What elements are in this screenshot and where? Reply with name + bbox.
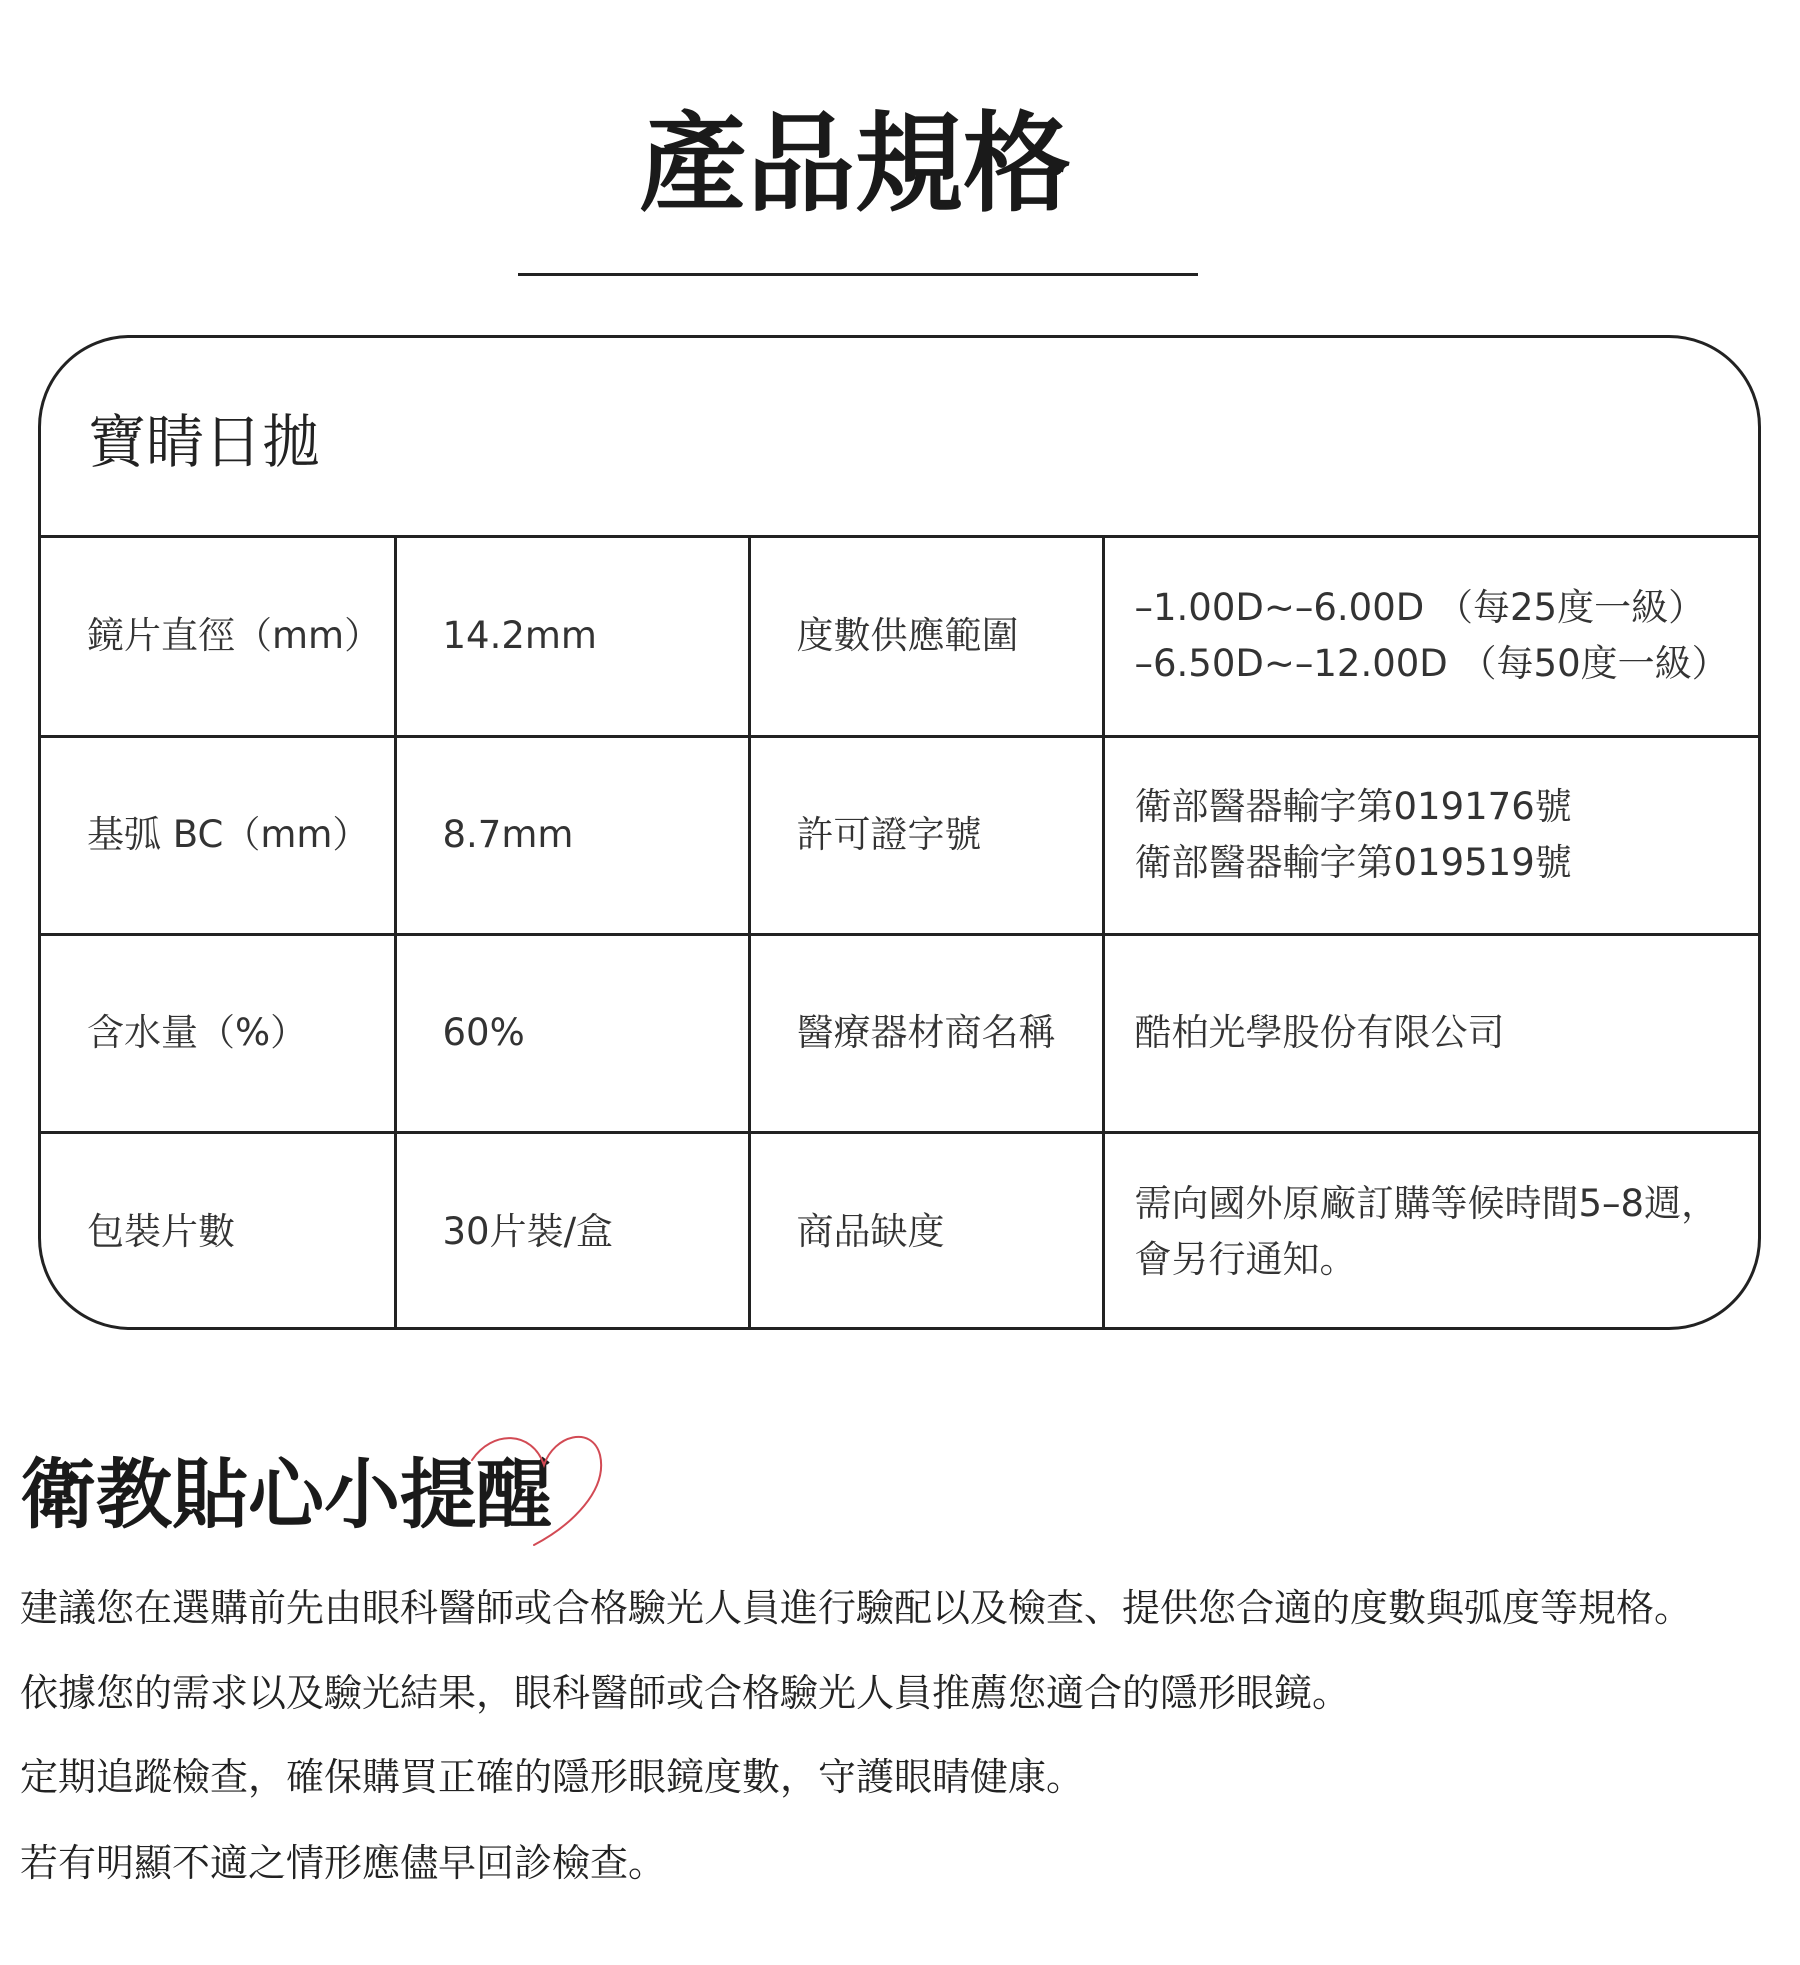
spec-value (1103, 538, 1758, 736)
page-title: 產品規格 (638, 102, 1071, 227)
spec-value: 60% (395, 934, 749, 1132)
spec-label: 包裝片數 (41, 1132, 395, 1330)
spec-label: 醫療器材商名稱 (749, 934, 1103, 1132)
spec-value-line: –6.50D~–12.00D （每50度一級） (1134, 642, 1729, 686)
spec-label: 鏡片直徑（mm） (41, 538, 395, 736)
spec-value: 30片裝/盒 (395, 1132, 749, 1330)
spec-card (38, 335, 1761, 1330)
spec-label: 許可證字號 (749, 736, 1103, 934)
spec-value (1103, 934, 1758, 1132)
spec-label-warning: 商品缺度 (749, 1132, 1103, 1330)
table-row (41, 538, 1758, 736)
tip-line: 定期追蹤檢查，確保購買正確的隱形眼鏡度數，守護眼睛健康。 (20, 1755, 1085, 1799)
spec-value-line: –1.00D~–6.00D （每25度一級） (1134, 586, 1706, 630)
heart-outline-icon (462, 1420, 612, 1550)
spec-value-line: 衛部醫器輸字第019176號 (1134, 785, 1572, 828)
tips-heading: 衛教貼心小提醒 (20, 1450, 552, 1539)
spec-table (41, 538, 1758, 1330)
card-header (41, 338, 1758, 538)
spec-value-line: 會另行通知。 (1134, 1237, 1357, 1281)
tip-line: 若有明顯不適之情形應儘早回診檢查。 (20, 1841, 667, 1885)
title-underline (518, 273, 1198, 276)
card-title: 寶睛日拋 (88, 407, 321, 476)
spec-value-line: 酷柏光學股份有限公司 (1134, 1011, 1505, 1054)
table-row (41, 736, 1758, 934)
spec-value-line: 需向國外原廠訂購等候時間5–8週， (1134, 1181, 1719, 1225)
tip-line: 依據您的需求以及驗光結果，眼科醫師或合格驗光人員推薦您適合的隱形眼鏡。 (20, 1671, 1351, 1715)
tip-line: 建議您在選購前先由眼科醫師或合格驗光人員進行驗配以及檢查、提供您合適的度數與弧度等規格。 (20, 1586, 1693, 1630)
spec-label: 基弧 BC（mm） (41, 736, 395, 934)
spec-value-warning (1103, 1132, 1758, 1330)
spec-value-line: 衛部醫器輸字第019519號 (1134, 841, 1572, 884)
spec-value (1103, 736, 1758, 934)
spec-label: 度數供應範圍 (749, 538, 1103, 736)
table-row (41, 1132, 1758, 1330)
spec-value: 8.7mm (395, 736, 749, 934)
spec-value: 14.2mm (395, 538, 749, 736)
table-row (41, 934, 1758, 1132)
spec-label: 含水量（%） (41, 934, 395, 1132)
